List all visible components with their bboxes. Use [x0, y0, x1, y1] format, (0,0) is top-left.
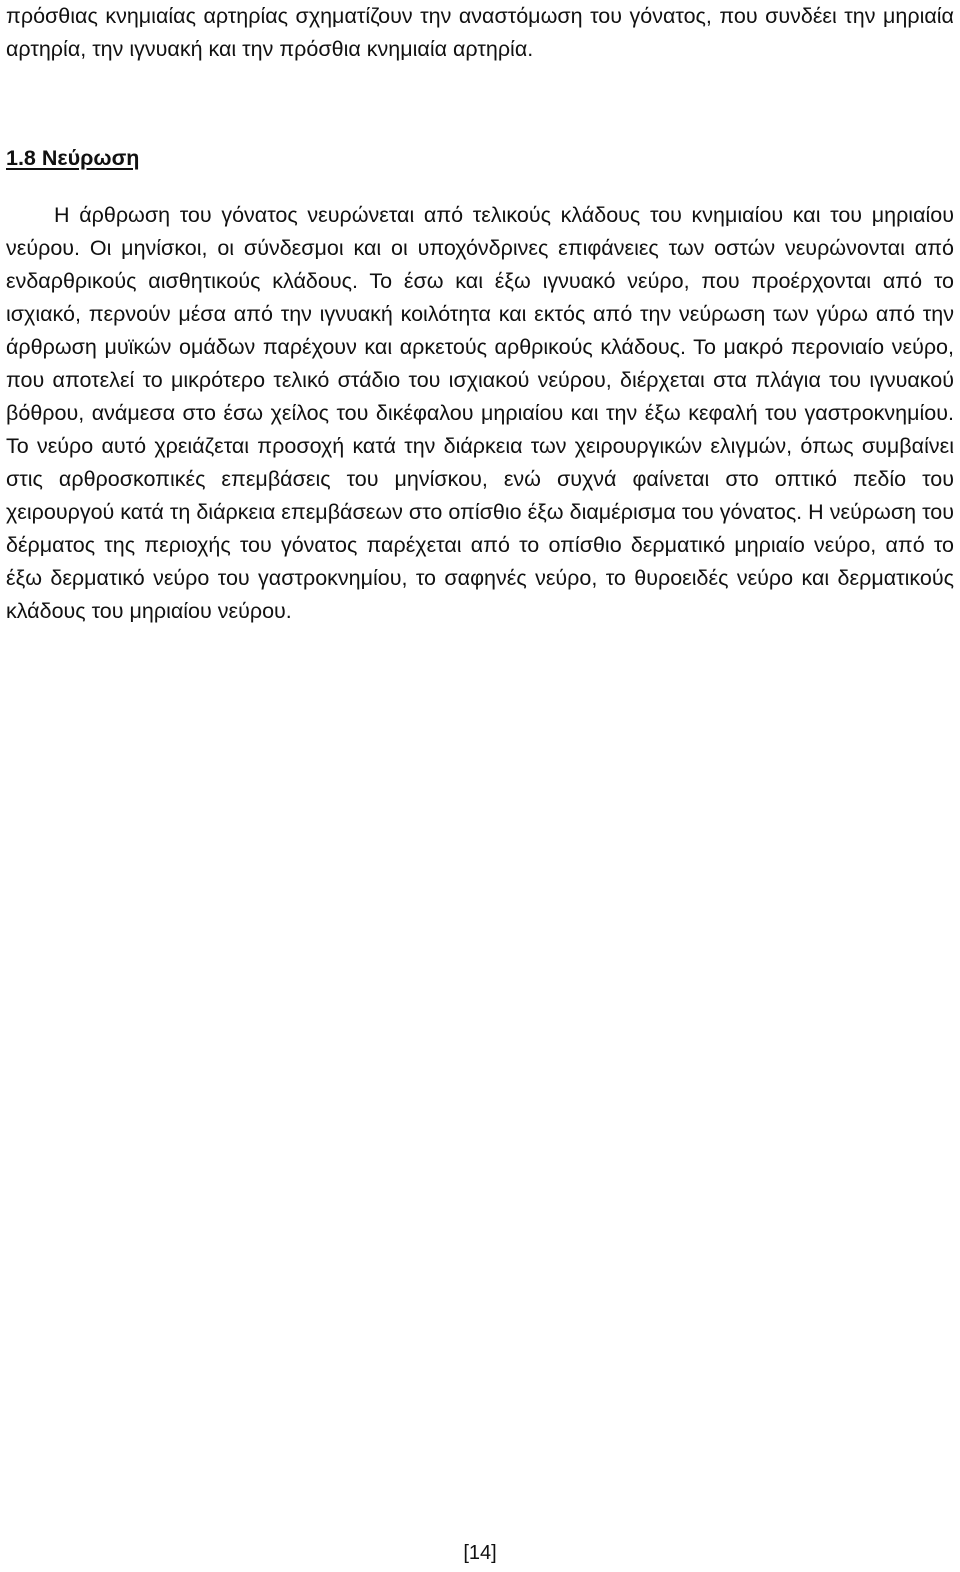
body-paragraph: Η άρθρωση του γόνατος νευρώνεται από τελικούς κλάδους του κνημιαίου και του μηριαίου νεύρου. Οι μηνίσκοι, οι σύνδεσμοι και οι υποχόνδρινες επιφάνειες των οστών νευρώνονται από ενδαρθρικούς αισθητικούς κλάδους. Το έσω και έξω ιγνυακό νεύρο, που προέρχονται από το ισχιακό, περνούν μέσα από την ιγνυακή κοιλότητα και εκτός από την νεύρωση των γύρω από την άρθρωση μυϊκών ομάδων παρέχουν και αρκετούς αρθρικούς κλάδους. Το μακρό περονιαίο νεύρο, που αποτελεί το μικρότερο τελικό στάδιο του ισχιακού νεύρου, διέρχεται στα πλάγια του ιγνυακού βόθρου, ανάμεσα στο έσω χείλος του δικέφαλου μηριαίου και την έξω κεφαλή του γαστροκνημίου. Το νεύρο αυτό χρειάζεται προσοχή κατά την διάρκεια των χειρουργικών ελιγμών, όπως συμβαίνει στις αρθροσκοπικές επεμβάσεις του μηνίσκου, ενώ συχνά φαίνεται στο οπτικό πεδίο του χειρουργού κατά τη διάρκεια επεμβάσεων στο οπίσθιο έξω διαμέρισμα του γόνατος. Η νεύρωση του δέρματος της περιοχής του γόνατος παρέχεται από το οπίσθιο δερματικό μηριαίο νεύρο, από το έξω δερματικό νεύρο του γαστροκνημίου, το σαφηνές νεύρο, το θυροειδές νεύρο και δερματικούς κλάδους του μηριαίου νεύρου. [6, 203, 954, 623]
section-heading: 1.8 Νεύρωση [6, 146, 140, 170]
page-number: [14] [463, 1542, 497, 1564]
continuation-paragraph: πρόσθιας κνημιαίας αρτηρίας σχηματίζουν την αναστόμωση του γόνατος, που συνδέει την μηριαία αρτηρία, την ιγνυακή και την πρόσθια κνημιαία αρτηρία. [6, 4, 954, 61]
document-page [6, 0, 954, 628]
